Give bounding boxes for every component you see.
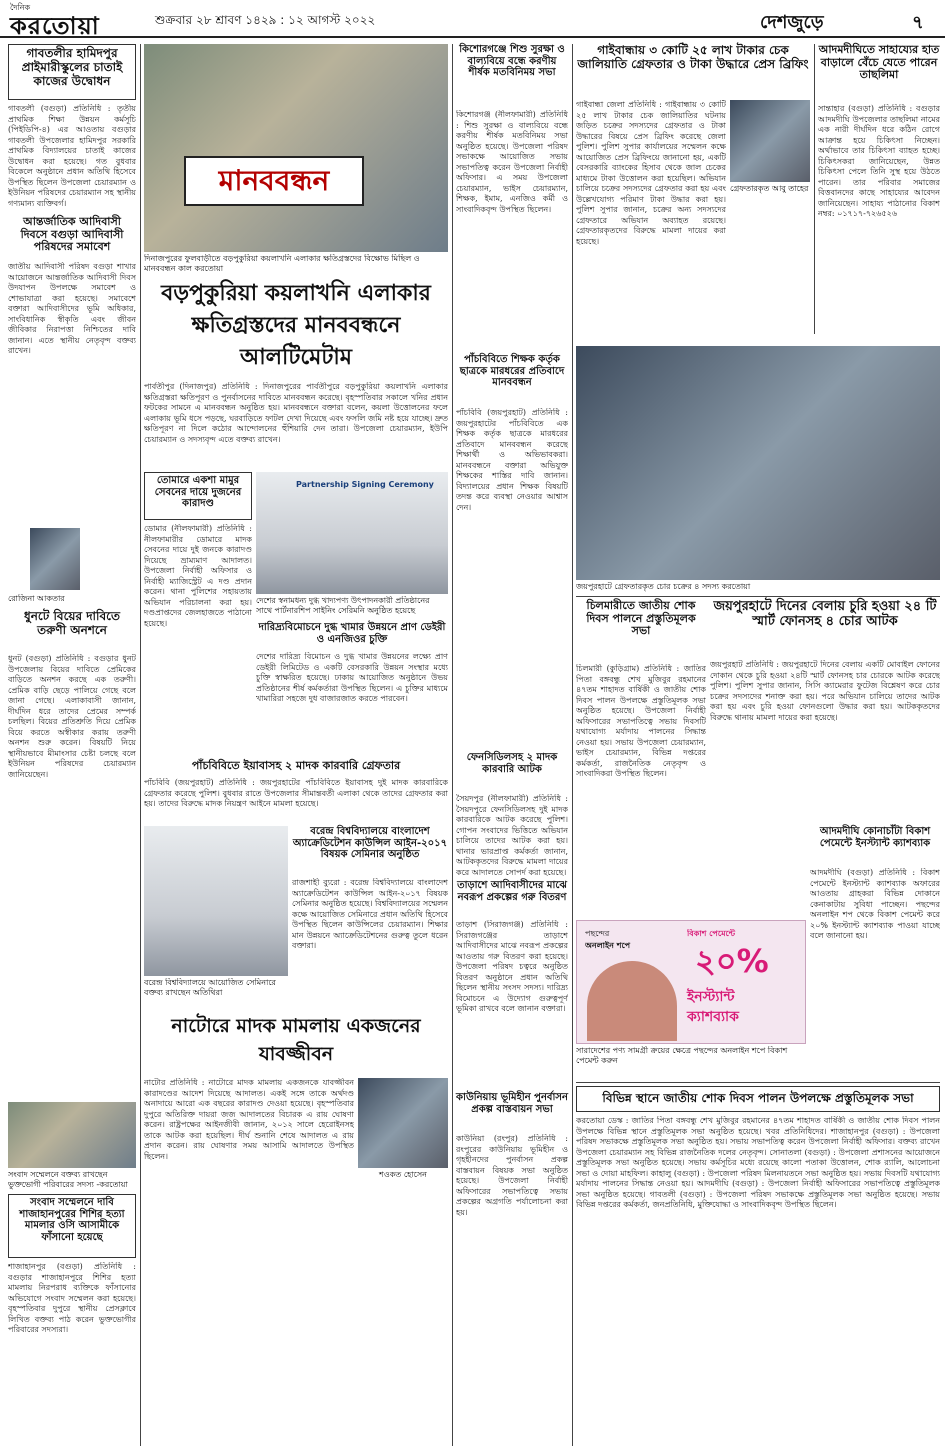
article-a16-headline: গাইবান্ধায় ৩ কোটি ২৫ লাখ টাকার চেক জালিয়াতি গ্রেফতার ও টাকা উদ্ধারে প্রেস ব্রিফিং (577, 43, 809, 71)
article-a17-headline: আদমদীঘিতে সাহায্যের হাত বাড়ালে বেঁচে যেতে পারেন তাছলিমা (818, 43, 940, 82)
article-a15-headline: কাউনিয়ায় ভূমিহীন পুনর্বাসন প্রকল্প বাস্তবায়ন সভা (456, 1092, 568, 1115)
banner-human-chain: মানববন্ধন (184, 156, 364, 206)
column-divider (452, 44, 453, 1446)
article-a10-headline: দারিদ্র্যবিমোচনে দুগ্ধ খামার উন্নয়নে প্রাণ ডেইরী ও এনজিওর চুক্তি (258, 622, 446, 645)
article-a6-body: কিশোরগঞ্জ (নীলফামারী) প্রতিনিধি : শিশু সুরক্ষা ও বাল্যবিয়ে বন্ধে করণীয় শীর্ষক মতবিনিময় সভা অনুষ্ঠিত হয়েছে। উপজেলা পরিষদ সভাকক্ষে আয়োজিত সভায় সভাপতিত্ব করেন উপজেলা নির্বাহী অফিসার। এ সময় উপজেলা চেয়ারম্যান, ভাইস চেয়ারম্যান, শিক্ষক, ইমাম, এনজিও কর্মী ও সাংবাদিকবৃন্দ উপস্থিত ছিলেন। (456, 110, 568, 214)
photo-abu-taher-caption: গ্রেফতারকৃত আবু তাহের (730, 184, 809, 193)
photo-arrested-thieves (576, 346, 940, 580)
photo-arrested-thieves-caption: জয়পুরহাটে গ্রেফতারকৃত চোর চক্রের ৪ সদস্য করতোয়া (576, 582, 751, 591)
article-a3-body: ধুনট (বগুড়া) প্রতিনিধি : বগুড়ার ধুনট উপজেলায় বিয়ের দাবিতে প্রেমিকের বাড়িতে অনশন করছে এক তরুণী। প্রেমিক বাড়ি ছেড়ে পালিয়ে গেছে বলে জানা গেছে। এলাকাবাসী জানান, দীর্ঘদিন ধরে তাদের প্রেমের সম্পর্ক চলছিল। বিয়ের প্রতিশ্রুতি দিয়ে প্রেমিক বিয়ে করতে অস্বীকার করায় তরুণী অনশন শুরু করেন। বিষয়টি নিয়ে স্থানীয়ভাবে মীমাংসার চেষ্টা চলছে বলে ইউনিয়ন পরিষদের চেয়ারম্যান জানিয়েছেন। (8, 654, 136, 779)
article-a2-body: জাতীয় আদিবাসী পরিষদ বগুড়া শাখার আয়োজনে আন্তর্জাতিক আদিবাসী দিবস উদযাপন উপলক্ষে সমাবেশ ও শোভাযাত্রা করা হয়েছে। সমাবেশে বক্তারা আদিবাসীদের ভূমি অধিকার, সাংবিধানিক স্বীকৃতি এবং জীবন জীবিকার নিরাপত্তা নিশ্চিতের দাবি জানান। এতে স্থানীয় নেতৃবৃন্দ বক্তব্য রাখেন। (8, 262, 136, 355)
article-a21-headline: বিভিন্ন স্থানে জাতীয় শোক দিবস পালন উপলক্ষে প্রস্তুতিমূলক সভা (576, 1086, 940, 1112)
article-a5-body: ডোমার (নীলফামারী) প্রতিনিধি : নীলফামারীর ডোমারে মাদক সেবনের দায়ে দুই জনকে কারাদণ্ড দিয়েছে ভ্রাম্যমাণ আদালত। উপজেলা নির্বাহী অফিসার ও নির্বাহী ম্যাজিস্ট্রেট এ দণ্ড প্রদান করেন। থানা পুলিশের সহায়তায় অভিযান পরিচালনা করা হয়। দণ্ডপ্রাপ্তদের জেলহাজতে পাঠানো হয়েছে। (144, 524, 252, 628)
photo-human-chain (144, 44, 448, 252)
article-a20-body: আদমদীঘি (বগুড়া) প্রতিনিধি : বিকাশ পেমেন্টে ইনস্ট্যান্ট ক্যাশব্যাক অফারের আওতায় গ্রাহকরা বিভিন্ন দোকানে কেনাকাটায় সুবিধা পাচ্ছেন। পছন্দের অনলাইন শপ থেকে বিকাশ পেমেন্ট করে ২০% ইনস্ট্যান্ট ক্যাশব্যাক পাওয়া যাচ্ছে বলে জানানো হয়। (810, 868, 940, 940)
article-a5-headline: তোমারে একশা মামুর সেবনের দায়ে দুজনের কারাদণ্ড (144, 472, 252, 520)
ad-line1: পছন্দের (585, 929, 610, 938)
photo-partnership-ceremony (256, 472, 448, 594)
article-a12-headline: বরেন্দ্র বিশ্ববিদ্যালয়ে বাংলাদেশ অ্যাক্রেডিটেশন কাউন্সিল আইন-২০১৭ বিষয়ক সেমিনার অনুষ্ঠিত (292, 826, 448, 860)
article-a12-body: রাজশাহী ব্যুরো : বরেন্দ্র বিশ্ববিদ্যালয়ে বাংলাদেশ অ্যাক্রেডিটেশন কাউন্সিল আইন-২০১৭ বিষয়ক সেমিনার অনুষ্ঠিত হয়েছে। বিশ্ববিদ্যালয়ের সম্মেলন কক্ষে আয়োজিত সেমিনারে প্রধান অতিথি হিসেবে উপস্থিত ছিলেন কাউন্সিলের চেয়ারম্যান। শিক্ষার মান উন্নয়নে অ্যাক্রেডিটেশনের গুরুত্ব তুলে ধরেন বক্তারা। (292, 878, 448, 950)
article-a1-body: গাবতলী (বগুড়া) প্রতিনিধি : তৃতীয় প্রাথমিক শিক্ষা উন্নয়ন কর্মসূচি (পিইডিপি-৪) এর আওতায় বগুড়ার গাবতলী উপজেলার হামিদপুর সরকারি প্রাথমিক বিদ্যালয়ের চাতাই কাজের উদ্বোধন করা হয়েছে। গত বুধবার বিকেলে অনুষ্ঠানে প্রধান অতিথি হিসেবে উপস্থিত ছিলেন উপজেলা চেয়ারম্যান ও ইউনিয়ন পরিষদের চেয়ারম্যান সহ স্থানীয় গণ্যমান্য ব্যক্তিবর্গ। (8, 104, 136, 208)
article-a13-body: নাটোর প্রতিনিধি : নাটোরে মাদক মামলায় একজনকে যাবজ্জীবন কারাদণ্ডের আদেশ দিয়েছে আদালত। একই সঙ্গে তাকে অর্থদণ্ড অনাদায়ে আরো এক বছরের কারাদণ্ড দেওয়া হয়েছে। বৃহস্পতিবার দুপুরে অতিরিক্ত দায়রা জজ আদালতের বিচারক এ রায় ঘোষণা করেন। রাষ্ট্রপক্ষের আইনজীবী জানান, ২০১২ সালে হেরোইনসহ তাকে আটক করা হয়েছিল। দীর্ঘ শুনানি শেষে আদালত এ রায় প্রদান করেন। রায় ঘোষণার সময় আসামি আদালতে উপস্থিত ছিলেন। (144, 1078, 354, 1161)
photo-press-conference (8, 1102, 136, 1168)
article-a3-headline: ধুনটে বিয়ের দাবিতে তরুণী অনশনে (24, 609, 120, 637)
ad-model-image (587, 961, 677, 1041)
page-number: ৭ (912, 12, 924, 33)
article-a7-headline: পাঁচবিবিতে শিক্ষক কর্তৃক ছাত্রকে মারধরের প্রতিবাদে মানববন্ধন (459, 354, 565, 388)
photo-abu-taher (730, 100, 810, 182)
bkash-advertisement (576, 920, 806, 1044)
article-a16-body: গাইবান্ধা জেলা প্রতিনিধি : গাইবান্ধায় ৩ কোটি ২৫ লাখ টাকার চেক জালিয়াতির ঘটনায় জড়িত চক্রের সদস্যদের গ্রেফতার ও টাকা উদ্ধারের বিষয়ে প্রেস ব্রিফিং করেছে জেলা পুলিশ। পুলিশ সুপার কার্যালয়ের সম্মেলন কক্ষে আয়োজিত প্রেস ব্রিফিংয়ে জানানো হয়, একটি বেসরকারি ব্যাংকের হিসাব থেকে জাল চেকের মাধ্যমে টাকা উত্তোলন করা হয়েছিল। অভিযান চালিয়ে চক্রের সদস্যদের গ্রেফতার করা হয় এবং উল্লেখযোগ্য পরিমাণ টাকা উদ্ধার করা হয়। পুলিশ সুপার জানান, চক্রের অন্য সদস্যদের গ্রেফতারে অভিযান অব্যাহত রয়েছে। গ্রেফতারকৃতদের বিরুদ্ধে মামলা দায়ের করা হয়েছে। (576, 100, 726, 246)
article-a1-headline: গাবতলীর হামিদপুর প্রাইমারীস্কুলের চাতাই কাজের উদ্বোধন (8, 44, 136, 100)
article-a14-body: তাড়াশ (সিরাজগঞ্জ) প্রতিনিধি : সিরাজগঞ্জের তাড়াশে আদিবাসীদের মাঝে নবরূপ প্রকল্পের আওতায় গরু বিতরণ করা হয়েছে। উপজেলা পরিষদ চত্বরে অনুষ্ঠিত বিতরণ অনুষ্ঠানে প্রধান অতিথি ছিলেন স্থানীয় সংসদ সদস্য। দারিদ্র্য বিমোচনে এ উদ্যোগ গুরুত্বপূর্ণ ভূমিকা রাখবে বলে জানান বক্তারা। (456, 920, 568, 1013)
article-a11-headline: পাঁচবিবিতে ইয়াবাসহ ২ মাদক কারবারি গ্রেফতার (191, 759, 401, 772)
article-a19-body: জয়পুরহাট প্রতিনিধি : জয়পুরহাটে দিনের বেলায় একটি মোবাইল ফোনের দোকান থেকে চুরি হওয়া ২৪টি স্মার্ট ফোনসহ চার চোরকে আটক করেছে পুলিশ। পুলিশ সুপার জানান, সিসি ক্যামেরার ফুটেজ বিশ্লেষণ করে চোর চক্রের সদস্যদের শনাক্ত করা হয়। পরে অভিযান চালিয়ে তাদের আটক করা হয় এবং চুরি হওয়া ফোনগুলো উদ্ধার করা হয়। আটককৃতদের বিরুদ্ধে থানায় মামলা দায়ের করা হয়েছে। (710, 660, 940, 722)
main-article-body: পার্বতীপুর (দিনাজপুর) প্রতিনিধি : দিনাজপুরের পার্বতীপুরে বড়পুকুরিয়া কয়লাখনি এলাকার ক্ষতিগ্রস্তরা ক্ষতিপূরণ ও পুনর্বাসনের দাবিতে মানববন্ধন করেছে। বৃহস্পতিবার সকালে খনির প্রধান ফটকের সামনে এ মানববন্ধন অনুষ্ঠিত হয়। মানববন্ধনে বক্তারা বলেন, কয়লা উত্তোলনের ফলে এলাকায় ভূমি ধসে পড়ছে, ঘরবাড়িতে ফাটল দেখা দিয়েছে এবং ফসলি জমি নষ্ট হয়ে যাচ্ছে। দ্রুত ক্ষতিপূরণ না দিলে কঠোর আন্দোলনের হুঁশিয়ারি দেন তারা। উপজেলা চেয়ারম্যান, ইউপি চেয়ারম্যান ও সদস্যবৃন্দ এতে বক্তব্য রাখেন। (144, 382, 448, 444)
masthead (0, 0, 945, 38)
newspaper-logo: করতোয়া (10, 12, 100, 40)
photo-rozina (30, 528, 80, 590)
main-headline: বড়পুকুরিয়া কয়লাখনি এলাকার ক্ষতিগ্রস্তদের মানববন্ধনে আলটিমেটাম (161, 281, 431, 370)
photo-shawkat-caption: শওকত হোসেন (379, 1170, 427, 1179)
photo-partnership-caption: দেশের স্বনামধন্য দুগ্ধ খাদ্যপণ্য উৎপাদনকারী প্রতিষ্ঠানের সাথে পার্টনারশিপ সাইনিং সেরিমনি অনুষ্ঠিত হয়েছে (256, 596, 430, 615)
article-a8-body: সৈয়দপুর (নীলফামারী) প্রতিনিধি : সৈয়দপুরে ফেনসিডিলসহ দুই মাদক কারবারিকে আটক করেছে পুলিশ। গোপন সংবাদের ভিত্তিতে অভিযান চালিয়ে তাদের আটক করা হয়। থানার ভারপ্রাপ্ত কর্মকর্তা জানান, আটককৃতদের বিরুদ্ধে মামলা দায়ের করে আদালতে সোপর্দ করা হয়েছে। (456, 794, 568, 877)
photo-seminar (144, 826, 288, 976)
photo-press-conference-caption: সংবাদ সম্মেলনে বক্তব্য রাখছেন ভুক্তভোগী পরিবারের সদস্য -করতোয়া (8, 1170, 128, 1189)
ad-offer1: ইনস্ট্যান্ট (687, 989, 735, 1005)
article-a14-headline: তাড়াশে আদিবাসীদের মাঝে নবরূপ প্রকল্পের গরু বিতরণ (457, 880, 567, 903)
ad-percent: ২০% (695, 942, 769, 980)
section-divider (576, 1082, 940, 1083)
photo-shawkat (358, 1078, 448, 1168)
photo-rozina-caption: রোজিনা আকতার (8, 594, 65, 603)
photo-human-chain-caption: দিনাজপুরের ফুলবাড়ীতে বড়পুকুরিয়া কয়লাখনি এলাকার ক্ষতিগ্রস্তদের বিক্ষোভ মিছিল ও মানববন্ধন কাল করতোয়া (144, 254, 420, 273)
ad-offer2: ক্যাশব্যাক (687, 1009, 739, 1025)
column-divider (140, 44, 141, 1446)
section-divider (576, 596, 940, 597)
section-title: দেশজুড়ে (760, 12, 824, 33)
article-a19-headline: জয়পুরহাটে দিনের বেলায় চুরি হওয়া ২৪ টি স্মার্ট ফোনসহ ৪ চোর আটক (713, 599, 937, 629)
column-divider (814, 44, 815, 334)
ad-line2: অনলাইন শপে (585, 941, 631, 950)
article-a21-body: করতোয়া ডেস্ক : জাতির পিতা বঙ্গবন্ধু শেখ মুজিবুর রহমানের ৪৭তম শাহাদত বার্ষিকী ও জাতীয় শোক দিবস পালন উপলক্ষে বিভিন্ন স্থানে প্রস্তুতিমূলক সভা অনুষ্ঠিত হয়েছে। খবর প্রতিনিধিদের। শাজাহানপুর (বগুড়া) : উপজেলা পরিষদ সভাকক্ষে প্রস্তুতিমূলক সভা অনুষ্ঠিত হয়। সভায় সভাপতিত্ব করেন উপজেলা নির্বাহী অফিসার। বক্তব্য রাখেন উপজেলা চেয়ারম্যান সহ বিভিন্ন রাজনৈতিক দলের নেতৃবৃন্দ। সোনাতলা (বগুড়া) : উপজেলা প্রশাসনের আয়োজনে প্রস্তুতিমূলক সভা অনুষ্ঠিত হয়েছে। সভায় কর্মসূচির মধ্যে রয়েছে কালো পতাকা উত্তোলন, শোক র‍্যালি, আলোচনা সভা ও দোয়া মাহফিল। কাহালু (বগুড়া) : উপজেলা পরিষদ মিলনায়তনে সভা অনুষ্ঠিত হয়। সভায় দিবসটি যথাযোগ্য মর্যাদায় পালনের সিদ্ধান্ত নেওয়া হয়। আদমদীঘি (বগুড়া) : উপজেলা নির্বাহী অফিসারের সভাপতিত্বে প্রস্তুতিমূলক সভা অনুষ্ঠিত হয়েছে। গাবতলী (বগুড়া) : উপজেলা পরিষদ সভাকক্ষে প্রস্তুতিমূলক সভা অনুষ্ঠিত হয়েছে। সভায় বিভিন্ন দপ্তরের কর্মকর্তা, জনপ্রতিনিধি, মুক্তিযোদ্ধা ও সাংবাদিকবৃন্দ উপস্থিত ছিলেন। (576, 1116, 940, 1209)
masthead-tagline: দৈনিক (10, 3, 31, 12)
ad-caption: সারাদেশের পণ্য সামগ্রী ক্রয়ের ক্ষেত্রে পছন্দের অনলাইন শপে বিকাশ পেমেন্ট করুন (576, 1046, 788, 1065)
article-a17-body: সান্তাহার (বগুড়া) প্রতিনিধি : বগুড়ার আদমদীঘি উপজেলার তাছলিমা নামের এক নারী দীর্ঘদিন ধরে কঠিন রোগে আক্রান্ত হয়ে চিকিৎসা নিচ্ছেন। অর্থাভাবে তার চিকিৎসা ব্যাহত হচ্ছে। চিকিৎসকরা জানিয়েছেন, উন্নত চিকিৎসা পেলে তিনি সুস্থ হয়ে উঠতে পারেন। তার পরিবার সমাজের বিত্তবানদের কাছে সাহায্যের আবেদন জানিয়েছেন। সাহায্য পাঠানোর বিকাশ নম্বর: ০১৭১৭-৭২৬৫২৬ (818, 104, 940, 218)
article-a18-headline: চিলমারীতে জাতীয় শোক দিবস পালনে প্রস্তুতিমূলক সভা (586, 599, 696, 638)
article-a18-body: চিলমারী (কুড়িগ্রাম) প্রতিনিধি : জাতির পিতা বঙ্গবন্ধু শেখ মুজিবুর রহমানের ৪৭তম শাহাদত বার্ষিকী ও জাতীয় শোক দিবস পালন উপলক্ষে প্রস্তুতিমূলক সভা অনুষ্ঠিত হয়েছে। উপজেলা নির্বাহী অফিসারের সভাপতিত্বে সভায় দিবসটি যথাযোগ্য মর্যাদায় পালনের সিদ্ধান্ত নেওয়া হয়। সভায় উপজেলা চেয়ারম্যান, ভাইস চেয়ারম্যান, বিভিন্ন দপ্তরের কর্মকর্তা, রাজনৈতিক নেতৃবৃন্দ ও সাংবাদিকরা উপস্থিত ছিলেন। (576, 664, 706, 778)
dateline: শুক্রবার ২৮ শ্রাবণ ১৪২৯ : ১২ আগস্ট ২০২২ (155, 13, 376, 27)
article-a2-headline: আন্তর্জাতিক আদিবাসী দিবসে বগুড়া আদিবাসী পরিষদের সমাবেশ (20, 215, 124, 254)
article-a4-headline: সংবাদ সম্মেলনে দাবি শাজাহানপুরের শিশির হত্যা মামলার ওসি আসামীকে ফাঁসানো হয়েছে (8, 1194, 136, 1258)
article-a4-body: শাজাহানপুর (বগুড়া) প্রতিনিধি : বগুড়ার শাজাহানপুরে শিশির হত্যা মামলায় নিরপরাধ ব্যক্তিকে ফাঁসানোর অভিযোগে সংবাদ সম্মেলন করা হয়েছে। বৃহস্পতিবার দুপুরে স্থানীয় প্রেসক্লাবে লিখিত বক্তব্য পাঠ করেন ভুক্তভোগীর পরিবারের সদস্যরা। (8, 1262, 136, 1334)
article-a10-body: দেশের দারিদ্র্য বিমোচন ও দুগ্ধ খামার উন্নয়নের লক্ষ্যে প্রাণ ডেইরী লিমিটেড ও একটি বেসরকারি উন্নয়ন সংস্থার মধ্যে চুক্তি স্বাক্ষরিত হয়েছে। ঢাকায় আয়োজিত অনুষ্ঠানে উভয় প্রতিষ্ঠানের শীর্ষ কর্মকর্তারা উপস্থিত ছিলেন। এ চুক্তির মাধ্যমে খামারিরা সহজে দুধ বাজারজাত করতে পারবেন। (256, 652, 448, 703)
article-a7-body: পাঁচবিবি (জয়পুরহাট) প্রতিনিধি : জয়পুরহাটের পাঁচবিবিতে এক শিক্ষক কর্তৃক ছাত্রকে মারধরের প্রতিবাদে মানববন্ধন করেছে শিক্ষার্থী ও অভিভাবকরা। মানববন্ধনে বক্তারা অভিযুক্ত শিক্ষকের শাস্তির দাবি জানান। বিদ্যালয়ের প্রধান শিক্ষক বিষয়টি তদন্ত করে ব্যবস্থা নেওয়ার আশ্বাস দেন। (456, 408, 568, 512)
partnership-banner-text: Partnership Signing Ceremony (296, 480, 434, 489)
column-divider (572, 44, 573, 1446)
article-a6-headline: কিশোরগঞ্জে শিশু সুরক্ষা ও বাল্যবিয়ে বন্ধে করণীয় শীর্ষক মতবিনিময় সভা (459, 44, 565, 78)
article-a20-headline: আদমদীঘি কোনাচাঁটা বিকাশ পেমেন্টে ইনস্ট্যান্ট ক্যাশব্যাক (819, 826, 931, 849)
article-a8-headline: ফেনসিডিলসহ ২ মাদক কারবারি আটক (466, 752, 558, 775)
article-a11-body: পাঁচবিবি (জয়পুরহাট) প্রতিনিধি : জয়পুরহাটের পাঁচবিবিতে ইয়াবাসহ দুই মাদক কারবারিকে গ্রেফতার করেছে পুলিশ। বুধবার রাতে উপজেলার সীমান্তবর্তী এলাকা থেকে তাদের গ্রেফতার করা হয়। তাদের বিরুদ্ধে মাদক নিয়ন্ত্রণ আইনে মামলা হয়েছে। (144, 778, 448, 808)
ad-line3: বিকাশ পেমেন্টে (687, 929, 736, 938)
article-a15-body: কাউনিয়া (রংপুর) প্রতিনিধি : রংপুরের কাউনিয়ায় ভূমিহীন ও গৃহহীনদের পুনর্বাসন প্রকল্প বাস্তবায়ন বিষয়ক সভা অনুষ্ঠিত হয়েছে। উপজেলা নির্বাহী অফিসারের সভাপতিত্বে সভায় প্রকল্পের অগ্রগতি পর্যালোচনা করা হয়। (456, 1134, 568, 1217)
article-a13-headline: নাটোরে মাদক মামলায় একজনের যাবজ্জীবন (171, 1015, 421, 1065)
photo-seminar-caption: বরেন্দ্র বিশ্ববিদ্যালয়ে আয়োজিত সেমিনারে বক্তব্য রাখছেন অতিথিরা (144, 978, 276, 997)
